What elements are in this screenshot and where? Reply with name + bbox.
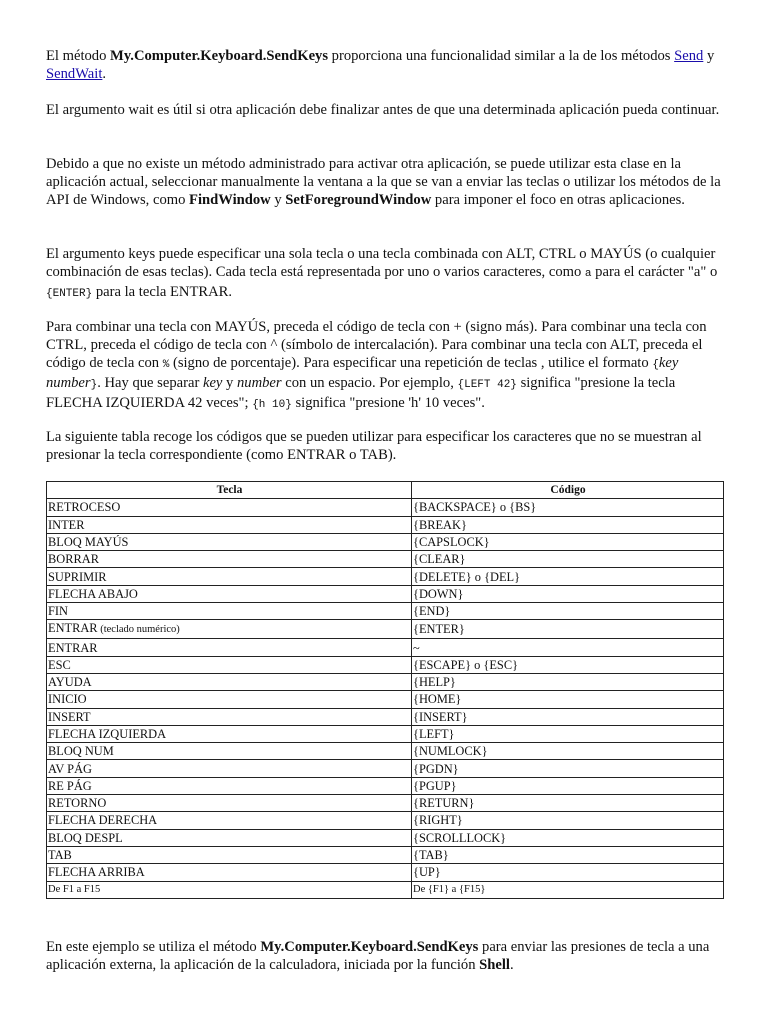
table-row <box>47 603 724 620</box>
code-cell: {CAPSLOCK} <box>412 533 724 550</box>
text-run: significa "presione 'h' 10 veces". <box>291 395 485 411</box>
shell-function-name: Shell <box>479 957 510 973</box>
text-run: Debido a que no existe un método administrado para activar otra aplicación, se puede utilizar esta clase en la aplicación actual, seleccionar manualmente la ventana a la que se van a enviar las teclas o utilizar los métodos de la API de Windows, como <box>46 156 721 208</box>
key-cell: FLECHA ARRIBA <box>47 864 412 881</box>
text-run: y <box>222 375 237 391</box>
code-cell: {RETURN} <box>412 795 724 812</box>
code-snippet: a <box>584 268 592 280</box>
text-run: significa "presione la tecla FLECHA IZQUIERDA 42 veces"; <box>46 375 676 411</box>
key-cell: AV PÁG <box>47 760 412 777</box>
table-row <box>47 585 724 602</box>
key-cell: FLECHA ABAJO <box>47 585 412 602</box>
code-cell: {ENTER} <box>412 620 724 639</box>
text-run: y <box>270 192 286 208</box>
table-row <box>47 795 724 812</box>
italic-term: key <box>202 375 223 391</box>
table-row <box>47 760 724 777</box>
table-row <box>47 533 724 550</box>
code-cell: {INSERT} <box>412 708 724 725</box>
code-cell: {TAB} <box>412 846 724 863</box>
table-row <box>47 516 724 533</box>
text-run: . <box>509 957 514 973</box>
table-row <box>47 777 724 794</box>
modifier-keys-paragraph <box>46 318 726 414</box>
code-snippet: {LEFT 42} <box>457 379 517 391</box>
sendwait-link[interactable]: SendWait <box>46 66 103 82</box>
text-run: La siguiente tabla recoge los códigos que se pueden utilizar para especificar los caracteres que no se muestran al presionar la tecla correspondiente (como ENTRAR o TAB). <box>46 429 702 463</box>
key-cell: BLOQ DESPL <box>47 829 412 846</box>
send-link[interactable]: Send <box>674 48 704 64</box>
code-snippet: % <box>162 359 170 371</box>
table-row <box>47 743 724 760</box>
activate-app-paragraph <box>46 155 726 209</box>
italic-term: key number <box>46 355 679 391</box>
table-row <box>47 708 724 725</box>
code-cell: {END} <box>412 603 724 620</box>
text-run: para enviar las presiones de tecla a una aplicación externa, la aplicación de la calculadora, iniciada por la función <box>46 939 710 973</box>
key-cell: BLOQ NUM <box>47 743 412 760</box>
key-cell: De F1 a F15 <box>47 881 412 898</box>
key-cell: SUPRIMIR <box>47 568 412 585</box>
table-row <box>47 656 724 673</box>
table-row <box>47 864 724 881</box>
table-row <box>47 881 724 898</box>
text-run: y <box>703 48 715 64</box>
method-name: My.Computer.Keyboard.SendKeys <box>110 48 329 64</box>
code-cell: {LEFT} <box>412 725 724 742</box>
table-row <box>47 673 724 690</box>
table-row <box>47 846 724 863</box>
text-run: . Hay que separar <box>97 375 203 391</box>
key-note: (teclado numérico) <box>97 624 180 636</box>
code-cell: {HOME} <box>412 691 724 708</box>
code-snippet: {h 10} <box>252 399 292 411</box>
key-cell: INSERT <box>47 708 412 725</box>
code-cell: {PGUP} <box>412 777 724 794</box>
key-cell: RE PÁG <box>47 777 412 794</box>
key-cell <box>47 620 412 639</box>
example-paragraph <box>46 938 726 974</box>
table-row <box>47 691 724 708</box>
key-codes-table <box>46 481 724 899</box>
key-cell: BLOQ MAYÚS <box>47 533 412 550</box>
key-cell: FIN <box>47 603 412 620</box>
code-cell: De {F1} a {F15} <box>412 881 724 898</box>
table-row <box>47 551 724 568</box>
text-run: Para combinar una tecla con MAYÚS, preceda el código de tecla con + (signo más). Para combinar una tecla con CTRL, preceda el código de tecla con ^ (símbolo de intercalación). Para combinar una tecla con ALT, preceda el código de tecla con <box>46 319 707 371</box>
code-cell: {BREAK} <box>412 516 724 533</box>
key-cell: ESC <box>47 656 412 673</box>
text-run: con un espacio. Por ejemplo, <box>281 375 458 391</box>
header-code: Código <box>412 482 724 499</box>
table-row <box>47 639 724 656</box>
key-cell: FLECHA IZQUIERDA <box>47 725 412 742</box>
table-row <box>47 499 724 516</box>
findwindow-name: FindWindow <box>189 192 271 208</box>
code-cell: {BACKSPACE} o {BS} <box>412 499 724 516</box>
table-row <box>47 725 724 742</box>
text-run: proporciona una funcionalidad similar a la de los métodos <box>328 48 675 64</box>
text-run: En este ejemplo se utiliza el método <box>46 939 261 955</box>
header-key: Tecla <box>47 482 412 499</box>
key-cell: INICIO <box>47 691 412 708</box>
table-intro-paragraph <box>46 428 726 464</box>
code-cell: {PGDN} <box>412 760 724 777</box>
code-snippet: } <box>90 379 98 391</box>
text-run: El método <box>46 48 111 64</box>
table-row <box>47 812 724 829</box>
key-cell: RETROCESO <box>47 499 412 516</box>
code-cell: {ESCAPE} o {ESC} <box>412 656 724 673</box>
key-cell: RETORNO <box>47 795 412 812</box>
code-cell: {UP} <box>412 864 724 881</box>
code-snippet: { <box>652 359 659 371</box>
text-run: El argumento wait es útil si otra aplicación debe finalizar antes de que una determinada aplicación pueda continuar. <box>46 102 720 118</box>
code-cell: {DELETE} o {DEL} <box>412 568 724 585</box>
code-cell: {DOWN} <box>412 585 724 602</box>
table-row <box>47 620 724 639</box>
key-cell: ENTRAR <box>47 639 412 656</box>
code-cell: {CLEAR} <box>412 551 724 568</box>
table-header-row <box>47 482 724 499</box>
wait-argument-paragraph <box>46 101 719 119</box>
setforegroundwindow-name: SetForegroundWindow <box>285 192 432 208</box>
table-row <box>47 568 724 585</box>
text-run: El argumento keys puede especificar una sola tecla o una tecla combinada con ALT, CTRL o MAYÚS (o cualquier combinación de esas teclas). Cada tecla está representada por uno o varios caracteres, como <box>46 246 716 280</box>
text-run: para la tecla ENTRAR. <box>92 284 233 300</box>
key-cell: FLECHA DERECHA <box>47 812 412 829</box>
code-cell: {HELP} <box>412 673 724 690</box>
key-cell: TAB <box>47 846 412 863</box>
key-cell: BORRAR <box>47 551 412 568</box>
italic-term: number <box>237 375 282 391</box>
table-row <box>47 829 724 846</box>
code-cell: {SCROLLLOCK} <box>412 829 724 846</box>
key-label: ENTRAR <box>48 621 98 636</box>
code-cell: {RIGHT} <box>412 812 724 829</box>
code-snippet: {ENTER} <box>46 288 93 300</box>
text-run: para imponer el foco en otras aplicaciones. <box>431 192 685 208</box>
text-run: para el carácter "a" o <box>591 264 718 280</box>
method-name: My.Computer.Keyboard.SendKeys <box>260 939 479 955</box>
key-cell: INTER <box>47 516 412 533</box>
intro-paragraph <box>46 47 726 83</box>
keys-argument-paragraph <box>46 245 726 303</box>
text-run: . <box>102 66 107 82</box>
code-cell: ~ <box>412 639 724 656</box>
text-run: (signo de porcentaje). Para especificar una repetición de teclas , utilice el formato <box>169 355 653 371</box>
code-cell: {NUMLOCK} <box>412 743 724 760</box>
key-cell: AYUDA <box>47 673 412 690</box>
